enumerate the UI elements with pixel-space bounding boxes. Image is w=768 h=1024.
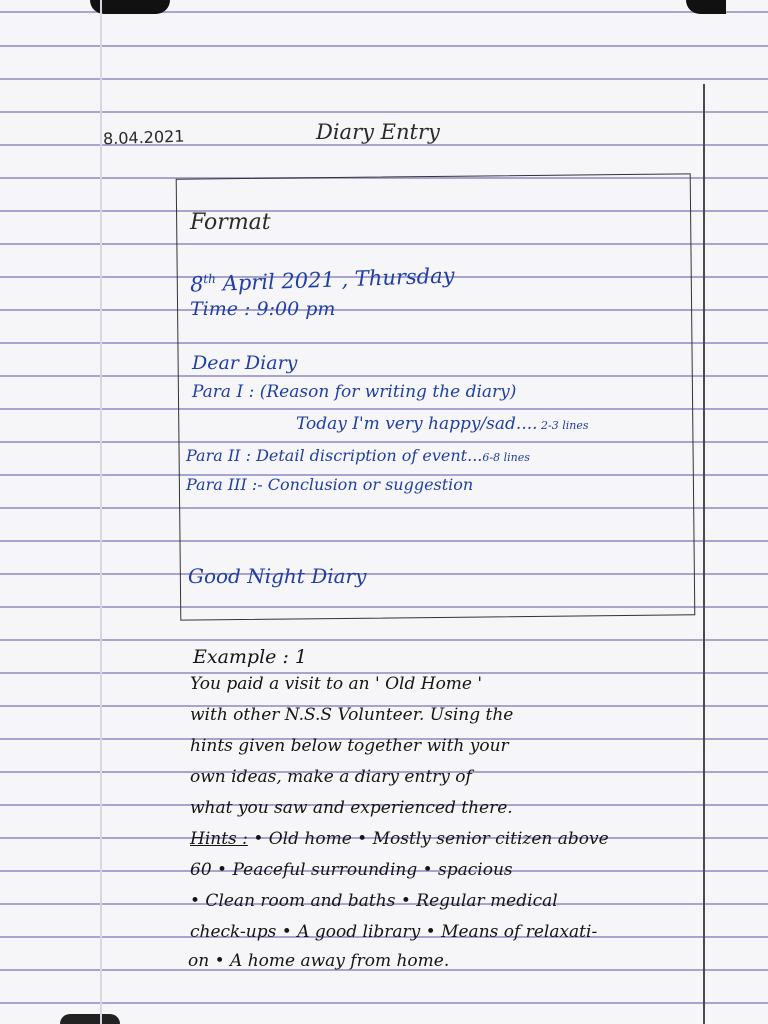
format-date-day: 8 (189, 272, 204, 297)
example-line: check-ups • A good library • Means of relaxati- (190, 922, 598, 942)
page-edge-shadow (60, 1014, 120, 1024)
format-salutation: Dear Diary (192, 352, 298, 374)
page-title: Diary Entry (316, 120, 440, 144)
example-line: 60 • Peaceful surrounding • spacious (190, 860, 513, 880)
format-heading: Format (190, 210, 271, 235)
format-closing: Good Night Diary (188, 564, 367, 588)
page-spine (100, 0, 102, 1024)
example-hints-line (190, 829, 609, 849)
format-date-suffix: th (203, 271, 217, 287)
page-edge-shadow (90, 0, 170, 14)
example-line: what you saw and experienced there. (190, 798, 513, 818)
example-line: own ideas, make a diary entry of (190, 767, 472, 787)
example-line: on • A home away from home. (188, 951, 450, 971)
example-heading: Example : 1 (193, 646, 307, 668)
format-para1: Para I : (Reason for writing the diary) (192, 382, 517, 402)
example-line: • Clean room and baths • Regular medical (190, 891, 558, 911)
para2-text: Para II : Detail discription of event... (186, 446, 483, 465)
example-line: hints given below together with your (190, 736, 509, 756)
format-para1-example (296, 414, 589, 434)
format-para2 (186, 446, 530, 465)
para1-example-text: Today I'm very happy/sad.... (296, 414, 538, 434)
entry-date: 8.04.2021 (102, 126, 185, 149)
page-edge-shadow (686, 0, 726, 14)
para1-line-note: 2-3 lines (537, 419, 589, 432)
example-line: with other N.S.S Volunteer. Using the (190, 705, 514, 725)
hints-label: Hints : (190, 829, 248, 849)
format-date-rest: April 2021 , Thursday (215, 263, 455, 296)
format-time: Time : 9:00 pm (190, 298, 336, 320)
example-line: You paid a visit to an ' Old Home ' (190, 674, 483, 694)
example-line: • Old home • Mostly senior citizen above (253, 829, 609, 849)
format-para3: Para III :- Conclusion or suggestion (186, 475, 474, 494)
margin-line (703, 84, 705, 1024)
para2-line-note: 6-8 lines (482, 451, 530, 464)
